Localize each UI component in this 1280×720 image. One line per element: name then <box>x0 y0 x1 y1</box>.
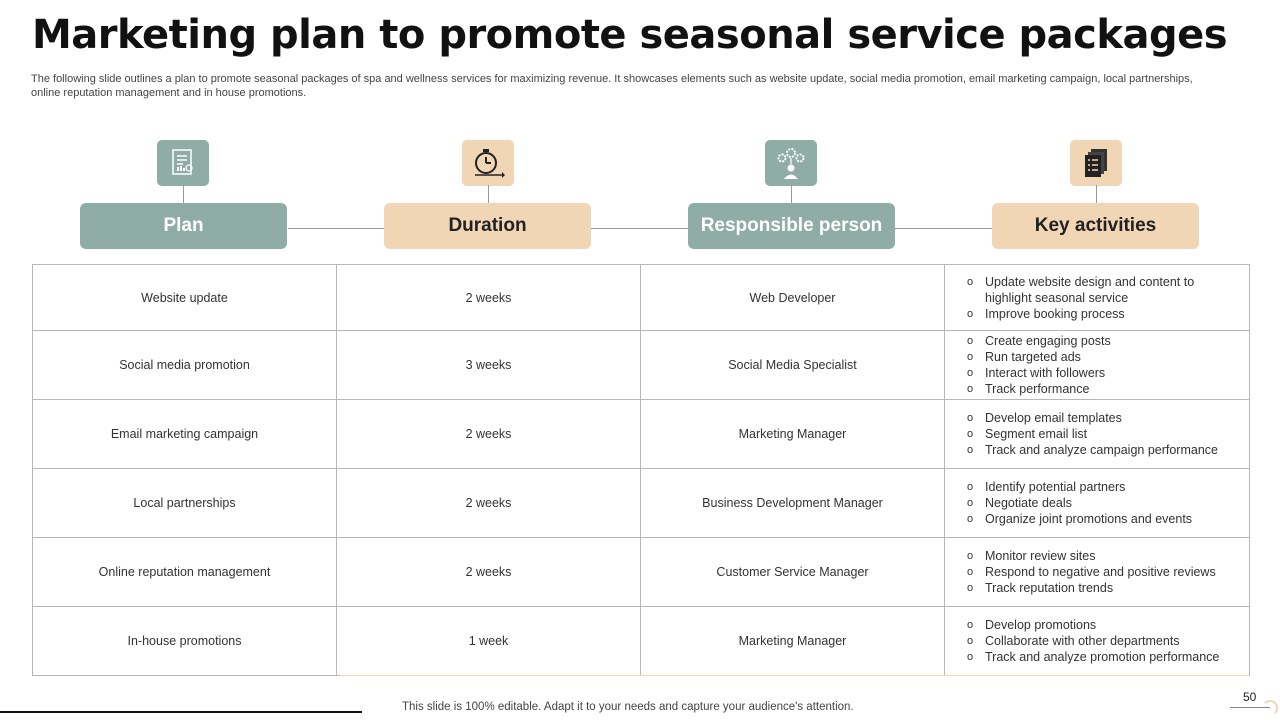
activities-cell <box>945 265 1250 331</box>
table-bottom-accent-line <box>340 675 1249 676</box>
checklist-icon <box>1070 140 1122 186</box>
duration-cell: 1 week <box>337 607 641 676</box>
activity-item: o Negotiate deals <box>967 495 1239 511</box>
activity-item: o Develop email templates <box>967 410 1239 426</box>
duration-cell: 2 weeks <box>337 538 641 607</box>
plan-cell: Online reputation management <box>33 538 337 607</box>
plan-cell: In-house promotions <box>33 607 337 676</box>
plan-cell: Email marketing campaign <box>33 400 337 469</box>
header-stem <box>791 185 792 203</box>
activity-item: o Respond to negative and positive reviews <box>967 564 1239 580</box>
activity-item: o Track and analyze promotion performance <box>967 649 1239 665</box>
activity-item: o Monitor review sites <box>967 548 1239 564</box>
team-gears-icon <box>765 140 817 186</box>
duration-cell: 2 weeks <box>337 265 641 331</box>
header-duration: Duration <box>384 203 591 249</box>
activities-cell <box>945 607 1250 676</box>
header-stem <box>488 185 489 203</box>
plan-cell: Local partnerships <box>33 469 337 538</box>
header-stem <box>183 185 184 203</box>
activities-cell <box>945 331 1250 400</box>
activity-item: o Collaborate with other departments <box>967 633 1239 649</box>
person-cell: Marketing Manager <box>641 400 945 469</box>
header-key-activities: Key activities <box>992 203 1199 249</box>
header-responsible-person: Responsible person <box>688 203 895 249</box>
plan-cell: Social media promotion <box>33 331 337 400</box>
stopwatch-icon <box>462 140 514 186</box>
table-row <box>33 400 1250 469</box>
person-cell: Customer Service Manager <box>641 538 945 607</box>
activities-cell <box>945 469 1250 538</box>
plan-cell: Website update <box>33 265 337 331</box>
activity-item: o Track reputation trends <box>967 580 1239 596</box>
activity-item: o Create engaging posts <box>967 333 1239 349</box>
activity-item: o Run targeted ads <box>967 349 1239 365</box>
table-row <box>33 469 1250 538</box>
activity-item: o Organize joint promotions and events <box>967 511 1239 527</box>
activity-item: o Identify potential partners <box>967 479 1239 495</box>
duration-cell: 3 weeks <box>337 331 641 400</box>
corner-arc-decoration <box>1262 700 1278 716</box>
page-subtitle: The following slide outlines a plan to promote seasonal packages of spa and wellness services for maximizing revenue. It showcases elements such as website update, social media promotion, email marketing campaign, local partnerships, online reputation management and in house promotions. <box>31 73 1193 99</box>
person-cell: Marketing Manager <box>641 607 945 676</box>
duration-cell: 2 weeks <box>337 400 641 469</box>
page-title: Marketing plan to promote seasonal service packages <box>32 12 1228 58</box>
document-icon <box>157 140 209 186</box>
table-row <box>33 331 1250 400</box>
person-cell: Social Media Specialist <box>641 331 945 400</box>
table-row <box>33 538 1250 607</box>
header-plan: Plan <box>80 203 287 249</box>
activities-cell <box>945 538 1250 607</box>
person-cell: Web Developer <box>641 265 945 331</box>
table-row <box>33 265 1250 331</box>
activity-item: o Segment email list <box>967 426 1239 442</box>
footer-rule <box>0 711 362 713</box>
activity-item: o Develop promotions <box>967 617 1239 633</box>
activity-item: o Interact with followers <box>967 365 1239 381</box>
person-cell: Business Development Manager <box>641 469 945 538</box>
activity-item: o Track performance <box>967 381 1239 397</box>
page-number: 50 <box>1243 690 1257 704</box>
table-row <box>33 607 1250 676</box>
activity-item: o Improve booking process <box>967 306 1239 322</box>
activity-item: o Track and analyze campaign performance <box>967 442 1239 458</box>
footer-note: This slide is 100% editable. Adapt it to your needs and capture your audience's attention. <box>402 701 854 713</box>
header-stem <box>1096 185 1097 203</box>
activities-cell <box>945 400 1250 469</box>
plan-table <box>32 264 1250 676</box>
activity-item: o Update website design and content to highlight seasonal service <box>967 274 1239 306</box>
duration-cell: 2 weeks <box>337 469 641 538</box>
